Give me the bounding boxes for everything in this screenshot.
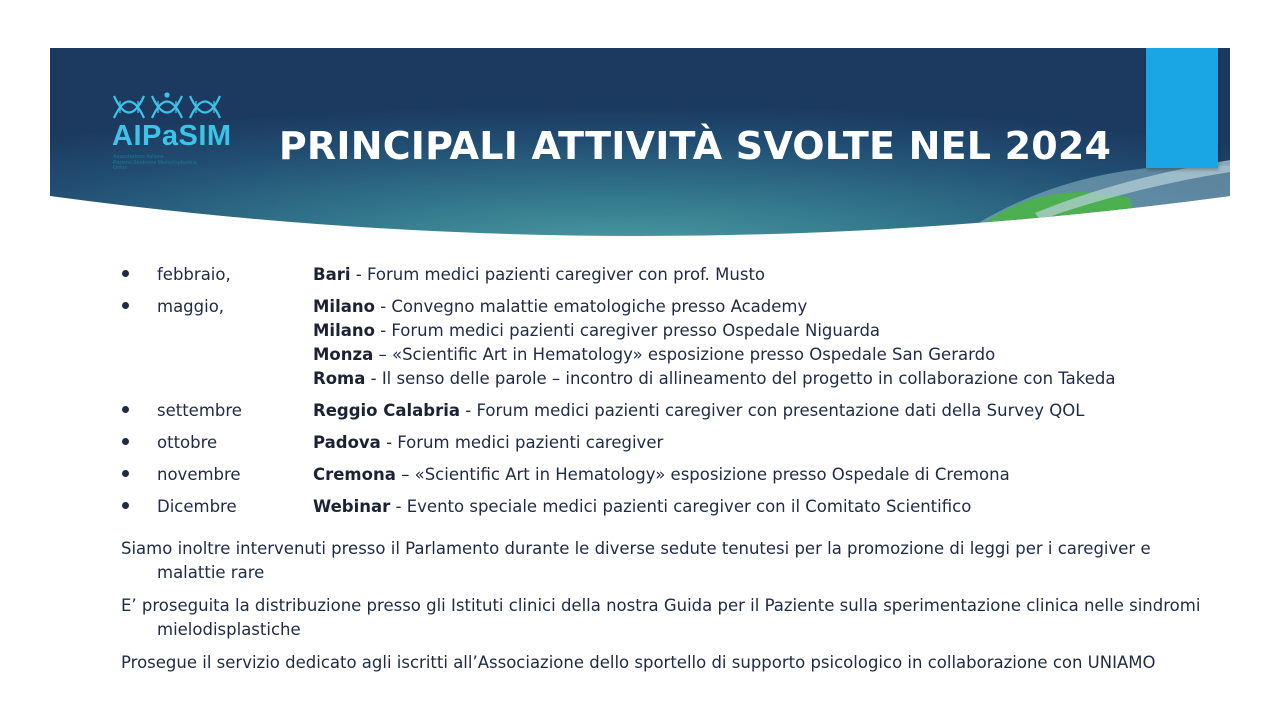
activity-item	[118, 263, 1218, 287]
event-city: Bari	[313, 265, 351, 284]
event-city: Milano	[313, 297, 375, 316]
logo-subtitle-line: Onlus	[113, 165, 128, 171]
activity-month: Dicembre	[157, 497, 237, 516]
bullet-icon	[122, 438, 129, 445]
activity-event	[313, 495, 1218, 519]
logo-subtitle	[113, 155, 225, 172]
activity-item	[118, 431, 1218, 455]
paragraph: E’ proseguita la distribuzione presso gli Istituti clinici della nostra Guida per il Paziente sulla sperimentazione clinica nelle sindromi mielodisplastiche	[121, 596, 1201, 639]
activity-month: ottobre	[157, 433, 218, 452]
bullet-icon	[122, 502, 129, 509]
event-description: - Evento speciale medici pazienti caregiver con il Comitato Scientifico	[390, 497, 972, 516]
bullet-icon	[122, 470, 129, 477]
bullet-icon	[122, 406, 129, 413]
activity-month: febbraio,	[157, 265, 231, 284]
event-description: - Convegno malattie ematologiche presso Academy	[374, 297, 808, 316]
bullet-icon	[122, 302, 129, 309]
activity-event	[313, 295, 1218, 319]
event-description: – «Scientific Art in Hematology» esposizione presso Ospedale di Cremona	[395, 465, 1010, 484]
paragraph: Prosegue il servizio dedicato agli iscritti all’Associazione dello sportello di supporto psicologico in collaborazione con UNIAMO	[121, 653, 1156, 672]
activity-month: settembre	[157, 401, 242, 420]
activities-list	[118, 263, 1218, 527]
activity-event	[313, 431, 1218, 455]
event-city: Cremona	[313, 465, 396, 484]
event-city: Reggio Calabria	[313, 401, 461, 420]
logo	[110, 92, 230, 182]
logo-subtitle-line: Pazienti Sindrome Mielodisplastica	[113, 159, 197, 166]
activity-event	[313, 263, 1218, 287]
event-description: – «Scientific Art in Hematology» esposizione presso Ospedale San Gerardo	[373, 345, 996, 364]
event-city: Monza	[313, 345, 374, 364]
accent-bar	[1146, 48, 1218, 168]
closing-paragraphs	[121, 537, 1201, 684]
bullet-icon	[122, 270, 129, 277]
activity-item	[118, 463, 1218, 487]
activity-event	[313, 343, 1218, 367]
event-description: - Forum medici pazienti caregiver	[380, 433, 664, 452]
activity-month: novembre	[157, 465, 241, 484]
event-description: - Il senso delle parole – incontro di allineamento del progetto in collaborazione con Takeda	[365, 369, 1116, 388]
page-title: PRINCIPALI ATTIVITÀ SVOLTE NEL 2024	[278, 124, 1112, 168]
dna-icon	[112, 92, 224, 122]
activity-event	[313, 463, 1218, 487]
activity-event	[313, 319, 1218, 343]
event-description: - Forum medici pazienti caregiver presso Ospedale Niguarda	[374, 321, 881, 340]
event-city: Roma	[313, 369, 366, 388]
logo-wordmark: AIPaSIM	[112, 120, 232, 152]
logo-subtitle-line: Associazione Italiana	[113, 154, 164, 160]
activity-month: maggio,	[157, 297, 225, 316]
event-description: - Forum medici pazienti caregiver con prof. Musto	[350, 265, 766, 284]
event-city: Padova	[313, 433, 381, 452]
event-city: Milano	[313, 321, 375, 340]
paragraph: Siamo inoltre intervenuti presso il Parlamento durante le diverse sedute tenutesi per la promozione di leggi per i caregiver e malattie rare	[121, 539, 1151, 582]
activity-event	[313, 367, 1218, 391]
activity-item	[118, 295, 1218, 391]
event-description: - Forum medici pazienti caregiver con presentazione dati della Survey QOL	[460, 401, 1085, 420]
activity-event	[313, 399, 1218, 423]
activity-item	[118, 495, 1218, 519]
event-city: Webinar	[313, 497, 391, 516]
activity-item	[118, 399, 1218, 423]
